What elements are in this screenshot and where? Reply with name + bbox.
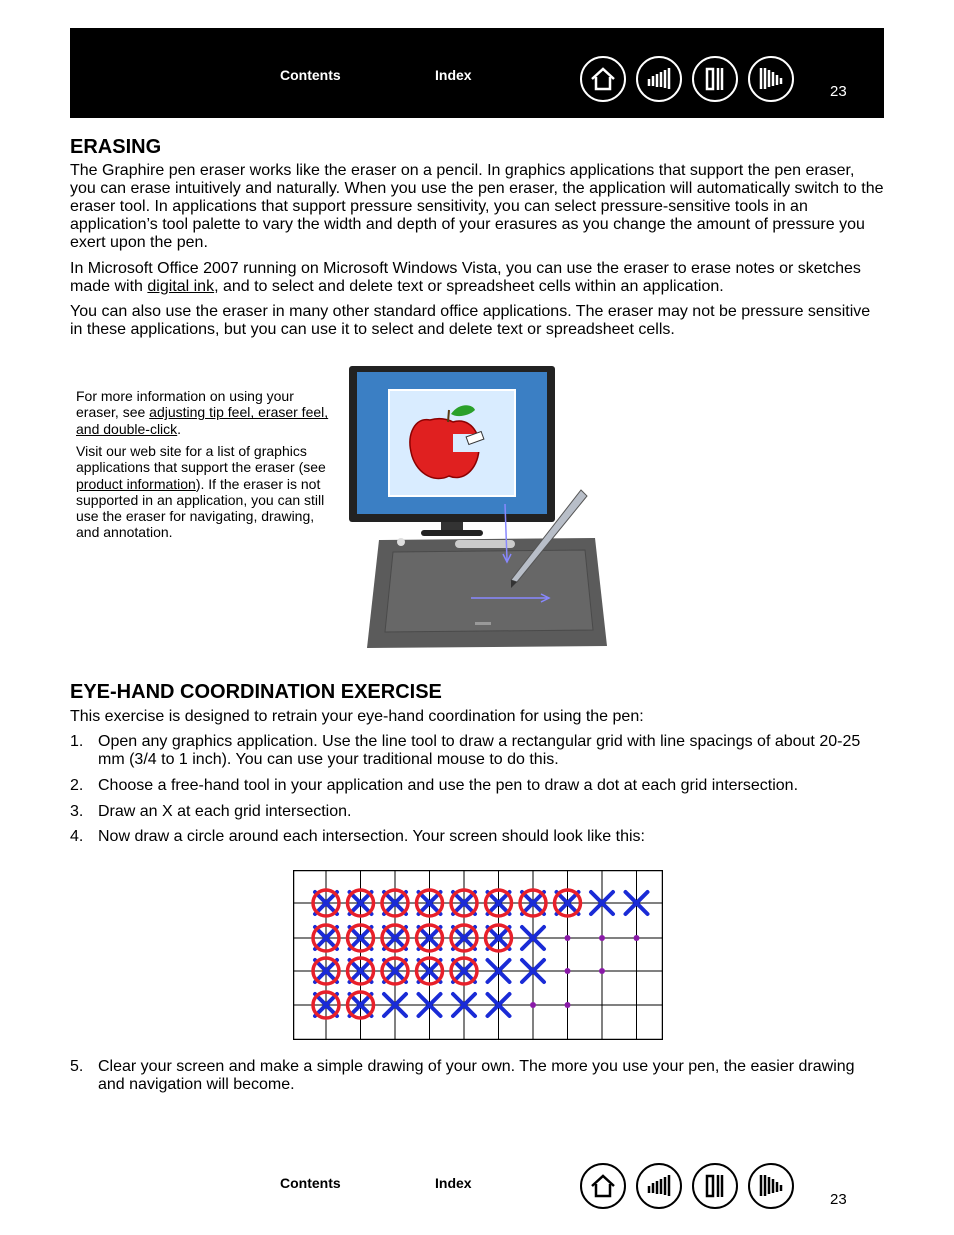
home-icon bbox=[588, 1171, 618, 1201]
step-4: 4. Now draw a circle around each intersection. Your screen should look like this: bbox=[70, 828, 645, 845]
step-2: 2. Choose a free-hand tool in your application and use the pen to draw a dot at each grid intersection. bbox=[70, 777, 799, 794]
next-page-button[interactable] bbox=[748, 56, 794, 102]
page-number: 23 bbox=[830, 83, 847, 100]
erasing-note-1: For more information on using your eraser, see adjusting tip feel, eraser feel, and double-click. bbox=[76, 388, 329, 437]
top-navigation-bar bbox=[70, 28, 884, 118]
step-3: 3. Draw an X at each grid intersection. bbox=[70, 803, 352, 820]
step-1: 1. Open any graphics application. Use the line tool to draw a rectangular grid with line spacings of about 20-25 mm (3/4 to 1 inch). You can use your traditional mouse to do this. bbox=[70, 733, 861, 768]
grid-exercise-illustration bbox=[293, 870, 663, 1040]
index-link[interactable]: Index bbox=[435, 67, 472, 83]
dot-mark bbox=[530, 1002, 536, 1008]
previous-page-button-footer[interactable] bbox=[692, 1163, 738, 1209]
first-page-icon bbox=[644, 1171, 674, 1201]
index-link-footer[interactable]: Index bbox=[435, 1175, 472, 1191]
previous-page-button[interactable] bbox=[692, 56, 738, 102]
dot-mark bbox=[599, 935, 605, 941]
erasing-paragraph-3: You can also use the eraser in many other standard office applications. The eraser may not be pressure sensitive in these applications, but you can use it to select and delete text or spreadsheet cells. bbox=[70, 303, 871, 338]
erasing-heading: ERASING bbox=[70, 136, 162, 158]
home-button-footer[interactable] bbox=[580, 1163, 626, 1209]
previous-page-icon bbox=[700, 64, 730, 94]
erasing-paragraph-2: In Microsoft Office 2007 running on Microsoft Windows Vista, you can use the eraser to erase notes or sketches made with digital ink, and to select and delete text or spreadsheet cells within an application. bbox=[70, 260, 861, 295]
dot-mark bbox=[565, 968, 571, 974]
eraser-illustration bbox=[345, 362, 615, 654]
bottom-navigation-bar bbox=[70, 1138, 884, 1228]
erasing-note-2: Visit our web site for a list of graphics applications that support the eraser (see product information). If the eraser is not supported in an application, you can still use the eraser for navigating, drawing, and annotation. bbox=[76, 443, 326, 541]
first-page-button-footer[interactable] bbox=[636, 1163, 682, 1209]
dot-mark bbox=[565, 935, 571, 941]
page-number-footer: 23 bbox=[830, 1191, 847, 1208]
dot-mark bbox=[599, 968, 605, 974]
contents-link-footer[interactable]: Contents bbox=[280, 1175, 341, 1191]
home-icon bbox=[588, 64, 618, 94]
next-page-icon bbox=[756, 1171, 786, 1201]
dot-mark bbox=[634, 935, 640, 941]
step-5: 5. Clear your screen and make a simple drawing of your own. The more you use your pen, the easier drawing and navigation will become. bbox=[70, 1058, 855, 1093]
adjusting-tip-feel-link[interactable]: adjusting tip feel, eraser feel, and double-click bbox=[76, 404, 329, 437]
digital-ink-link[interactable]: digital ink bbox=[147, 278, 215, 295]
next-page-icon bbox=[756, 64, 786, 94]
erasing-paragraph-1: The Graphire pen eraser works like the eraser on a pencil. In graphics applications that support the pen eraser, you can erase intuitively and naturally. When you use the pen eraser, the application will automatically switch to the eraser tool. In applications that support pressure sensitivity, you can select pressure-sensitive tools in an application’s tool palette to vary the width and depth of your erasures as you change the amount of pressure you exert upon the pen. bbox=[70, 162, 884, 251]
exercise-intro: This exercise is designed to retrain your eye-hand coordination for using the pen: bbox=[70, 708, 644, 725]
previous-page-icon bbox=[700, 1171, 730, 1201]
dot-mark bbox=[565, 1002, 571, 1008]
first-page-button[interactable] bbox=[636, 56, 682, 102]
first-page-icon bbox=[644, 64, 674, 94]
exercise-heading: EYE-HAND COORDINATION EXERCISE bbox=[70, 681, 442, 703]
contents-link[interactable]: Contents bbox=[280, 67, 341, 83]
home-button[interactable] bbox=[580, 56, 626, 102]
next-page-button-footer[interactable] bbox=[748, 1163, 794, 1209]
product-information-link[interactable]: product information bbox=[76, 475, 196, 492]
